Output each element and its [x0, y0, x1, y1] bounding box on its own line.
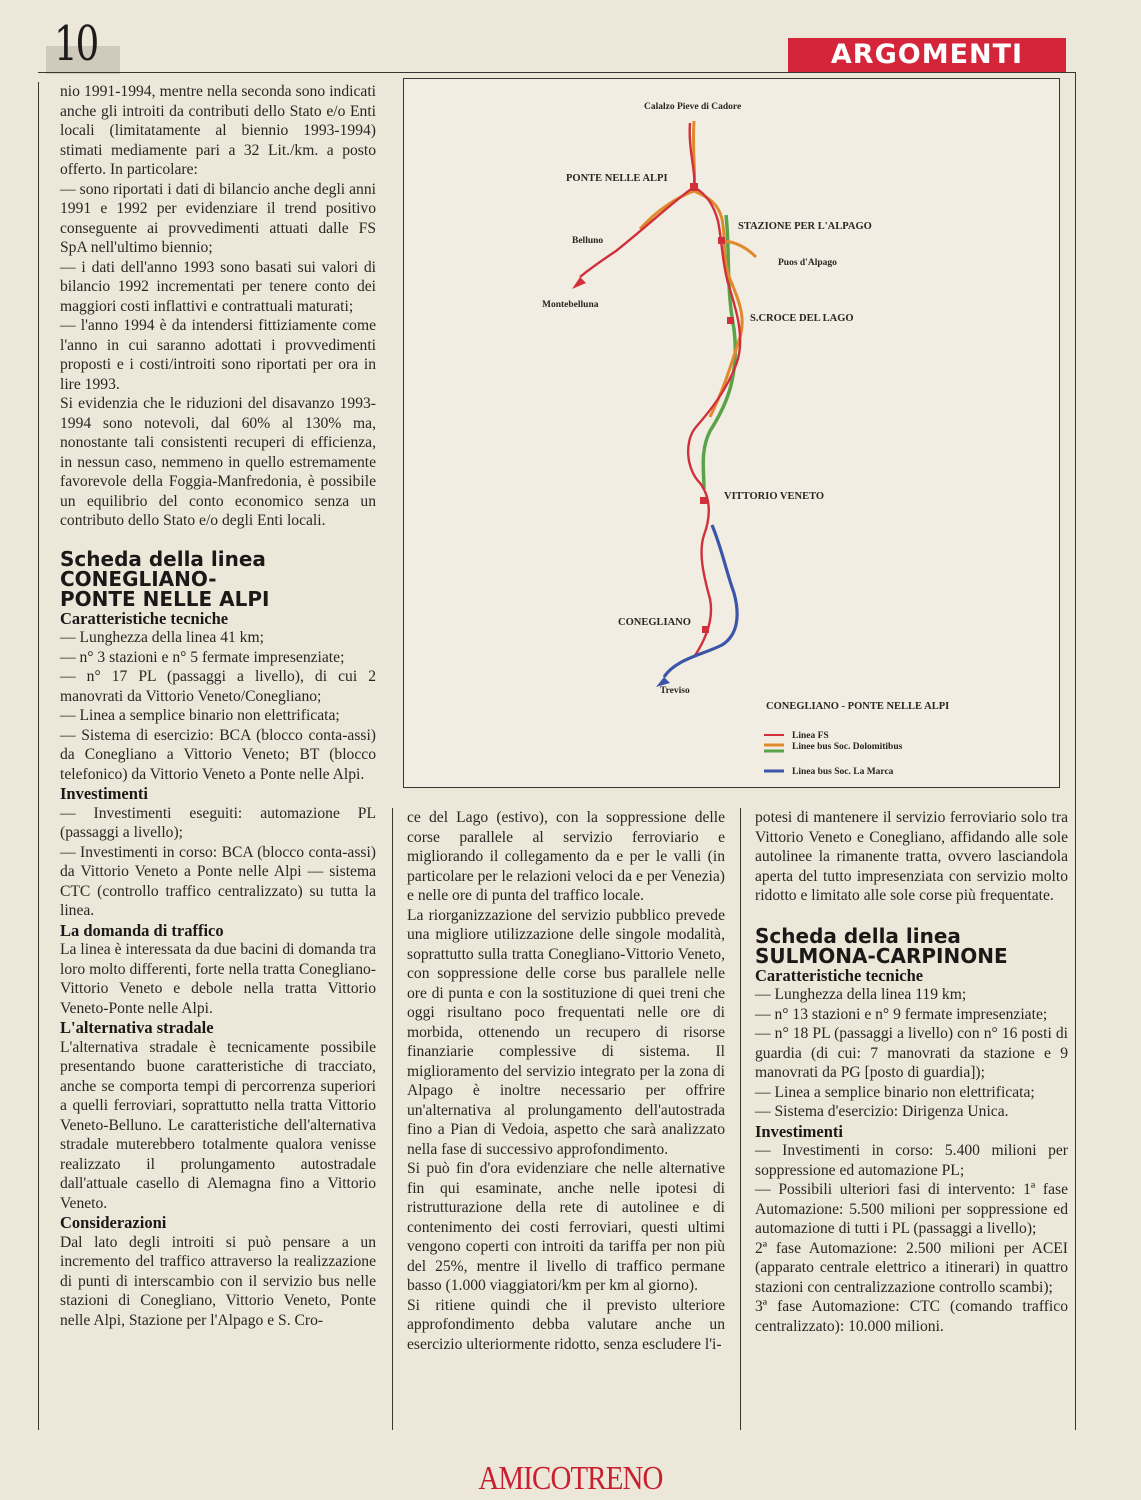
page-number: 10 [54, 16, 97, 72]
list-item: — n° 18 PL (passaggi a livello) con n° 16 posti di guardia (di cui: 7 manovrati da stazione e 9 manovrati da PG [posto di guardia]); [755, 1025, 1068, 1081]
route-dolomitibus-orange [640, 121, 756, 417]
list-item: — n° 13 stazioni e n° 9 fermate impresenziate; [755, 1005, 1048, 1023]
column-rule [1075, 72, 1076, 1430]
legend-dolomitibus: Linee bus Soc. Dolomitibus [792, 742, 903, 752]
scheda-title-line: PONTE NELLE ALPI [60, 586, 270, 611]
station-vittorio-veneto: VITTORIO VENETO [724, 491, 825, 502]
footer-logo: AMICOTRENO [478, 1460, 663, 1497]
paragraph: Dal lato degli introiti si può pensare a un incremento del traffico attraverso la realizzazione di punti di interscambio con il servizio bus nelle stazioni di Conegliano, Vittorio Veneto, Ponte nelle Alpi, Stazione per l'Alpago e S. Cro- [60, 1233, 376, 1329]
legend-fs: Linea FS [792, 731, 829, 741]
list-item: — sono riportati i dati di bilancio anche degli anni 1991 e 1992 per evidenziare il trend positivo conseguente ai provvedimenti attuati dalle FS SpA nell'ultimo biennio; [60, 180, 376, 256]
list-item: — Linea a semplice binario non elettrificata; [60, 707, 340, 724]
paragraph: potesi di mantenere il servizio ferroviario solo tra Vittorio Veneto e Conegliano, affidando alle sole autolinee la rimanente tratta, ovvero lasciandola aperta del tutto impresenziata con servizio molto ridotto e limitato alle sole corse più frequentate. [755, 809, 1068, 904]
station-alpago: STAZIONE PER L'ALPAGO [738, 221, 872, 232]
station-ponte-nelle-alpi: PONTE NELLE ALPI [566, 173, 668, 184]
paragraph: La riorganizzazione del servizio pubblico prevede una migliore utilizzazione delle singole modalità, soprattutto sulla tratta Conegliano-Vittorio Veneto, con soppressione delle corse bus parallele nelle ore di punta e con la sostituzione di quei treni che oggi risultano poco frequentati nelle ore di morbida, ottenendo un recupero di risorse finanziarie complessive di sistema. Il miglioramento del servizio integrato per la zona di Alpago è inoltre necessario per offrire un'alternativa al prolungamento dell'autostrada fino a Pian di Vedoia, aspetto che sarà analizzato nella fase di successivo approfondimento. [407, 906, 725, 1158]
station-marker [700, 497, 707, 504]
route-fs [580, 123, 740, 657]
station-marker [718, 237, 725, 244]
station-marker [727, 317, 734, 324]
column-3 [755, 808, 1068, 1336]
paragraph: Si può fin d'ora evidenziare che nelle alternative fin qui esaminate, anche nelle ipotesi di ristrutturazione della rete di autolinee e di contenimento dei costi ferroviari, questi ultimi vengono coperti con introiti da tariffa per non più del 25%, mentre il livello di traffico permane basso (1.000 viaggiatori/km per km al giorno). [407, 1160, 725, 1294]
column-rule [38, 82, 39, 1430]
paragraph: La linea è interessata da due bacini di domanda tra loro molto differenti, forte nella tratta Conegliano-Vittorio Veneto e debole nella tratta Vittorio Veneto-Ponte nelle Alpi. [60, 941, 376, 1017]
list-item: — n° 17 PL (passaggi a livello), di cui 2 manovrati da Vittorio Veneto/Conegliano; [60, 668, 376, 705]
column-2 [407, 808, 725, 1354]
route-map-svg [404, 79, 1059, 787]
scheda-title [60, 546, 376, 611]
list-item: — n° 3 stazioni e n° 5 fermate impresenziate; [60, 648, 345, 666]
list-item: — Linea a semplice binario non elettrificata; [755, 1083, 1035, 1101]
arrow-montebelluna-icon [572, 277, 586, 289]
list-item: — Sistema d'esercizio: Dirigenza Unica. [755, 1103, 1009, 1120]
town-calalzo: Calalzo Pieve di Cadore [644, 102, 742, 112]
scheda-title-line: Scheda della linea [755, 923, 961, 948]
scheda-title [755, 923, 1068, 968]
route-dolomitibus-green [703, 215, 735, 489]
list-item: — Possibili ulteriori fasi di intervento: 1ª fase Automazione: 5.500 milioni per soppressione ed automazione di tutti i PL (passaggi a livello); [755, 1181, 1068, 1237]
subheading-investimenti: Investimenti [60, 784, 148, 803]
subheading-caratteristiche: Caratteristiche tecniche [755, 965, 924, 985]
station-marker [702, 626, 709, 633]
station-conegliano: CONEGLIANO [618, 617, 691, 628]
subheading-alternativa: L'alternativa stradale [60, 1018, 214, 1037]
list-item: — Lunghezza della linea 41 km; [60, 629, 264, 646]
paragraph: nio 1991-1994, mentre nella seconda sono indicati anche gli introiti da contributi dello Stato e/o Enti locali (limitatamente al biennio 1993-1994) stimati mediamente pari a 32 Lit./km. a posto offerto. In particolare: [60, 83, 376, 178]
legend-title: CONEGLIANO - PONTE NELLE ALPI [766, 701, 950, 712]
column-1 [60, 82, 376, 1330]
scheda-title-line: SULMONA-CARPINONE [755, 943, 1008, 968]
paragraph: Si ritiene quindi che il previsto ulteriore approfondimento debba valutare anche un esercizio ulteriormente ridotto, senza escludere l'i- [407, 1296, 725, 1353]
station-s-croce: S.CROCE DEL LAGO [750, 313, 854, 324]
town-belluno: Belluno [572, 236, 604, 246]
list-item: — Investimenti eseguiti: automazione PL (passaggi a livello); [60, 804, 376, 841]
column-rule [392, 808, 393, 1430]
list-item: — Lunghezza della linea 119 km; [755, 986, 967, 1003]
town-treviso: Treviso [660, 686, 690, 696]
paragraph: Si evidenzia che le riduzioni del disavanzo 1993-1994 sono notevoli, dal 60% al 130% ma, nonostante tali consistenti recuperi di efficienza, in nessun caso, nemmeno in quello estremamente favorevole della Foggia-Manfredonia, è possibile un equilibrio del conto economico senza un contributo dello Stato e/o degli Enti locali. [60, 395, 376, 529]
paragraph: L'alternativa stradale è tecnicamente possibile presentando buone caratteristiche di tracciato, anche se comporta tempi di percorrenza superiori a quelli ferroviari, soprattutto nella tratta Vittorio Veneto-Belluno. Le caratteristiche dell'alternativa stradale muterebbero totalmente qualora venisse realizzato il prolungamento autostradale dall'attuale casello di Alemagna fino a Vittorio Veneto. [60, 1038, 376, 1212]
subheading-considerazioni: Considerazioni [60, 1213, 167, 1232]
list-item: — Sistema di esercizio: BCA (blocco conta-assi) da Conegliano a Vittorio Veneto; BT (blocco telefonico) da Vittorio Veneto a Ponte nelle Alpi. [60, 726, 376, 783]
paragraph: ce del Lago (estivo), con la soppressione delle corse parallele al servizio ferroviario e migliorando il collegamento da e per le valli (in particolare per le relazioni veloci da e per Venezia) e nelle ore di punta del traffico locale. [407, 809, 725, 904]
list-item: 3ª fase Automazione: CTC (comando traffico centralizzato): 10.000 milioni. [755, 1298, 1068, 1335]
route-map [403, 78, 1060, 788]
column-rule [740, 808, 741, 1430]
scheda-title-line: Scheda della linea [60, 546, 266, 571]
subheading-caratteristiche: Caratteristiche tecniche [60, 608, 229, 628]
top-rule [38, 72, 1076, 73]
subheading-domanda: La domanda di traffico [60, 920, 224, 940]
station-marker [690, 183, 698, 191]
list-item: — Investimenti in corso: BCA (blocco conta-assi) da Vittorio Veneto a Ponte nelle Alpi — sistema CTC (controllo traffico centralizzato) su tutta la linea. [60, 843, 376, 919]
subheading-investimenti: Investimenti [755, 1121, 843, 1141]
list-item: — Investimenti in corso: 5.400 milioni per soppressione ed automazione PL; [755, 1142, 1068, 1179]
list-item: — i dati dell'anno 1993 sono basati sui valori di bilancio 1992 incrementati per tenere conto dei maggiori costi inflattivi e contrattuali maturati; [60, 258, 376, 315]
town-montebelluna: Montebelluna [542, 300, 599, 310]
section-banner: ARGOMENTI [788, 38, 1066, 72]
list-item: 2ª fase Automazione: 2.500 milioni per ACEI (apparato centrale elettrico a itinerari) in quattro stazioni con centralizzazione controllo scambi); [755, 1239, 1068, 1296]
list-item: — l'anno 1994 è da intendersi fittiziamente come l'anno in cui saranno adottati i provvedimenti proposti e i costi/introiti sono riportati per ora in lire 1993. [60, 317, 376, 393]
legend-lamarca: Linea bus Soc. La Marca [792, 767, 894, 777]
town-puos-alpago: Puos d'Alpago [778, 258, 837, 268]
scheda-title-line: CONEGLIANO- [60, 566, 217, 591]
